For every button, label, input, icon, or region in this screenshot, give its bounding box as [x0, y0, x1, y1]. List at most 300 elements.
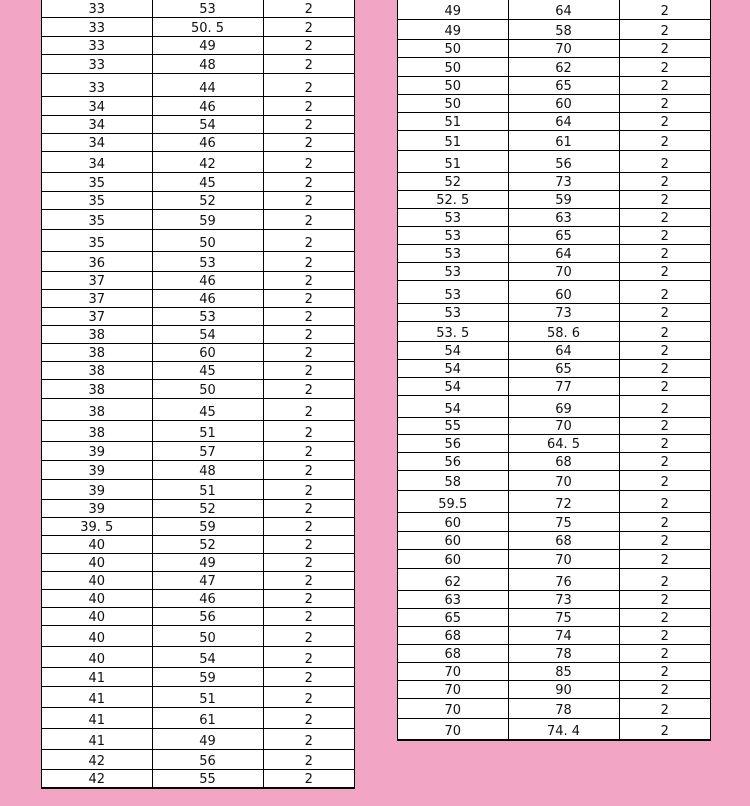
table-cell: 54 — [398, 395, 508, 417]
right-table-body — [398, 0, 710, 739]
table-cell: 52 — [152, 191, 263, 209]
table-row — [398, 608, 710, 626]
table-cell: 50. 5 — [152, 17, 263, 36]
table-cell: 2 — [263, 535, 354, 553]
table-cell: 58. 6 — [508, 321, 619, 341]
table-row — [398, 680, 710, 698]
table-row — [398, 226, 710, 244]
table-cell: 2 — [619, 490, 710, 512]
table-cell: 41 — [42, 707, 152, 728]
table-cell: 51 — [398, 150, 508, 172]
table-cell: 39 — [42, 441, 152, 460]
table-cell: 46 — [152, 271, 263, 289]
table-cell: 2 — [619, 417, 710, 434]
table-cell: 53 — [152, 0, 263, 17]
table-cell: 85 — [508, 662, 619, 680]
table-cell: 54 — [398, 377, 508, 395]
table-cell: 60 — [398, 512, 508, 531]
table-cell: 2 — [619, 434, 710, 452]
table-cell: 2 — [263, 0, 354, 17]
table-cell: 2 — [619, 130, 710, 150]
table-cell: 2 — [619, 590, 710, 608]
table-cell: 60 — [398, 549, 508, 568]
table-cell: 75 — [508, 608, 619, 626]
table-cell: 49 — [152, 36, 263, 54]
table-row — [398, 190, 710, 208]
table-cell: 2 — [263, 133, 354, 151]
table-cell: 53 — [398, 208, 508, 226]
table-row — [42, 571, 354, 589]
table-cell: 49 — [398, 0, 508, 19]
table-cell: 56 — [152, 749, 263, 769]
left-table-body — [42, 0, 354, 787]
table-row — [42, 172, 354, 191]
table-cell: 2 — [263, 571, 354, 589]
table-row — [42, 667, 354, 686]
table-cell: 37 — [42, 271, 152, 289]
table-cell: 50 — [398, 76, 508, 94]
table-cell: 61 — [508, 130, 619, 150]
table-cell: 65 — [508, 226, 619, 244]
table-cell: 2 — [263, 251, 354, 271]
table-cell: 69 — [508, 395, 619, 417]
right-data-table — [397, 0, 711, 741]
table-cell: 64 — [508, 244, 619, 262]
table-cell: 2 — [619, 19, 710, 39]
table-cell: 33 — [42, 0, 152, 17]
table-cell: 70 — [398, 718, 508, 739]
table-row — [42, 460, 354, 479]
table-cell: 33 — [42, 17, 152, 36]
table-row — [398, 341, 710, 359]
table-row — [398, 531, 710, 549]
table-cell: 70 — [398, 680, 508, 698]
table-row — [42, 96, 354, 115]
table-cell: 62 — [398, 568, 508, 590]
table-cell: 37 — [42, 289, 152, 307]
table-cell: 2 — [263, 325, 354, 343]
table-cell: 2 — [619, 262, 710, 280]
table-cell: 59 — [508, 190, 619, 208]
table-cell: 54 — [152, 325, 263, 343]
table-cell: 68 — [398, 626, 508, 644]
table-cell: 2 — [619, 0, 710, 19]
table-cell: 2 — [263, 17, 354, 36]
table-cell: 2 — [619, 549, 710, 568]
table-cell: 51 — [152, 479, 263, 499]
table-cell: 46 — [152, 589, 263, 607]
table-cell: 2 — [263, 289, 354, 307]
table-row — [398, 626, 710, 644]
table-row — [42, 646, 354, 667]
table-cell: 2 — [263, 607, 354, 625]
table-cell: 41 — [42, 728, 152, 749]
table-cell: 68 — [398, 644, 508, 662]
table-cell: 40 — [42, 625, 152, 646]
table-row — [42, 191, 354, 209]
table-cell: 2 — [263, 151, 354, 172]
table-row — [398, 39, 710, 57]
table-cell: 77 — [508, 377, 619, 395]
table-cell: 45 — [152, 398, 263, 420]
table-cell: 72 — [508, 490, 619, 512]
table-cell: 2 — [619, 94, 710, 112]
table-row — [398, 208, 710, 226]
table-cell: 2 — [263, 54, 354, 73]
table-cell: 46 — [152, 133, 263, 151]
table-cell: 75 — [508, 512, 619, 531]
table-row — [42, 271, 354, 289]
table-row — [42, 209, 354, 229]
table-cell: 2 — [263, 479, 354, 499]
table-cell: 42 — [42, 749, 152, 769]
table-cell: 70 — [398, 662, 508, 680]
table-cell: 52 — [398, 172, 508, 190]
table-cell: 37 — [42, 307, 152, 325]
table-row — [398, 321, 710, 341]
table-row — [42, 17, 354, 36]
table-row — [42, 499, 354, 517]
table-row — [42, 289, 354, 307]
left-data-table — [41, 0, 355, 789]
table-cell: 2 — [263, 728, 354, 749]
table-cell: 50 — [152, 625, 263, 646]
table-cell: 55 — [398, 417, 508, 434]
table-cell: 2 — [263, 115, 354, 133]
table-cell: 56 — [152, 607, 263, 625]
table-cell: 2 — [619, 226, 710, 244]
table-row — [42, 749, 354, 769]
table-cell: 50 — [398, 57, 508, 76]
table-cell: 2 — [263, 307, 354, 325]
table-cell: 50 — [152, 229, 263, 251]
table-cell: 40 — [42, 535, 152, 553]
table-cell: 2 — [263, 420, 354, 441]
table-row — [42, 0, 354, 17]
table-row — [42, 769, 354, 787]
table-row — [398, 262, 710, 280]
table-cell: 39 — [42, 460, 152, 479]
table-row — [398, 244, 710, 262]
table-cell: 2 — [263, 73, 354, 96]
table-cell: 59 — [152, 209, 263, 229]
table-cell: 2 — [263, 769, 354, 787]
table-cell: 2 — [263, 379, 354, 398]
table-cell: 60 — [398, 531, 508, 549]
table-cell: 63 — [508, 208, 619, 226]
table-cell: 2 — [619, 512, 710, 531]
table-cell: 2 — [263, 229, 354, 251]
table-cell: 2 — [619, 608, 710, 626]
table-cell: 64 — [508, 341, 619, 359]
table-cell: 56 — [508, 150, 619, 172]
table-row — [42, 379, 354, 398]
table-cell: 45 — [152, 172, 263, 191]
table-cell: 2 — [263, 96, 354, 115]
table-cell: 53 — [152, 307, 263, 325]
table-cell: 2 — [263, 172, 354, 191]
table-row — [398, 377, 710, 395]
table-row — [42, 54, 354, 73]
table-cell: 54 — [152, 646, 263, 667]
table-cell: 2 — [619, 359, 710, 377]
table-cell: 55 — [152, 769, 263, 787]
table-cell: 59 — [152, 517, 263, 535]
table-cell: 40 — [42, 553, 152, 571]
table-cell: 44 — [152, 73, 263, 96]
table-row — [398, 0, 710, 19]
table-row — [42, 420, 354, 441]
table-row — [42, 73, 354, 96]
table-cell: 63 — [398, 590, 508, 608]
table-cell: 60 — [508, 94, 619, 112]
table-row — [42, 553, 354, 571]
table-cell: 38 — [42, 398, 152, 420]
table-cell: 2 — [619, 172, 710, 190]
table-cell: 2 — [619, 698, 710, 718]
table-cell: 74 — [508, 626, 619, 644]
table-row — [42, 343, 354, 361]
table-cell: 2 — [263, 343, 354, 361]
table-cell: 2 — [263, 749, 354, 769]
table-cell: 70 — [398, 698, 508, 718]
table-cell: 38 — [42, 379, 152, 398]
table-cell: 39 — [42, 499, 152, 517]
table-cell: 2 — [619, 321, 710, 341]
table-row — [398, 434, 710, 452]
table-cell: 48 — [152, 460, 263, 479]
table-cell: 53 — [398, 262, 508, 280]
table-row — [398, 94, 710, 112]
table-row — [398, 130, 710, 150]
table-cell: 65 — [508, 359, 619, 377]
table-cell: 45 — [152, 361, 263, 379]
table-cell: 2 — [263, 191, 354, 209]
table-cell: 33 — [42, 54, 152, 73]
table-cell: 2 — [619, 303, 710, 321]
table-row — [398, 19, 710, 39]
table-cell: 2 — [619, 452, 710, 470]
table-cell: 54 — [398, 341, 508, 359]
table-cell: 57 — [152, 441, 263, 460]
table-row — [42, 607, 354, 625]
table-cell: 2 — [263, 625, 354, 646]
table-row — [398, 395, 710, 417]
table-cell: 53. 5 — [398, 321, 508, 341]
table-cell: 54 — [152, 115, 263, 133]
table-cell: 34 — [42, 96, 152, 115]
table-cell: 38 — [42, 361, 152, 379]
table-cell: 40 — [42, 589, 152, 607]
table-cell: 60 — [508, 280, 619, 303]
table-cell: 68 — [508, 452, 619, 470]
table-cell: 35 — [42, 229, 152, 251]
table-row — [42, 479, 354, 499]
table-cell: 70 — [508, 417, 619, 434]
table-cell: 35 — [42, 191, 152, 209]
table-row — [398, 698, 710, 718]
table-row — [398, 303, 710, 321]
table-cell: 78 — [508, 698, 619, 718]
table-cell: 2 — [263, 209, 354, 229]
table-row — [398, 718, 710, 739]
table-cell: 58 — [508, 19, 619, 39]
table-cell: 59 — [152, 667, 263, 686]
table-row — [42, 517, 354, 535]
table-cell: 2 — [619, 76, 710, 94]
table-row — [398, 150, 710, 172]
table-row — [42, 151, 354, 172]
table-cell: 2 — [263, 361, 354, 379]
table-row — [398, 452, 710, 470]
table-cell: 2 — [263, 553, 354, 571]
table-row — [398, 57, 710, 76]
table-cell: 73 — [508, 172, 619, 190]
table-cell: 53 — [152, 251, 263, 271]
table-cell: 51 — [152, 686, 263, 707]
table-cell: 42 — [42, 769, 152, 787]
table-cell: 70 — [508, 549, 619, 568]
table-row — [398, 76, 710, 94]
table-cell: 59.5 — [398, 490, 508, 512]
table-cell: 54 — [398, 359, 508, 377]
table-row — [398, 417, 710, 434]
table-cell: 90 — [508, 680, 619, 698]
table-cell: 2 — [263, 686, 354, 707]
table-cell: 50 — [398, 39, 508, 57]
table-cell: 2 — [619, 190, 710, 208]
table-cell: 2 — [619, 531, 710, 549]
table-cell: 2 — [263, 271, 354, 289]
table-row — [42, 535, 354, 553]
table-cell: 2 — [619, 644, 710, 662]
table-row — [42, 441, 354, 460]
table-row — [398, 112, 710, 130]
table-row — [398, 662, 710, 680]
table-cell: 2 — [263, 36, 354, 54]
table-cell: 48 — [152, 54, 263, 73]
table-cell: 2 — [619, 662, 710, 680]
table-cell: 2 — [619, 57, 710, 76]
table-cell: 53 — [398, 244, 508, 262]
table-cell: 39. 5 — [42, 517, 152, 535]
table-cell: 49 — [152, 728, 263, 749]
table-cell: 47 — [152, 571, 263, 589]
table-cell: 52. 5 — [398, 190, 508, 208]
table-cell: 52 — [152, 535, 263, 553]
table-cell: 56 — [398, 452, 508, 470]
table-row — [398, 359, 710, 377]
table-row — [42, 307, 354, 325]
table-cell: 2 — [263, 667, 354, 686]
table-cell: 76 — [508, 568, 619, 590]
table-cell: 38 — [42, 343, 152, 361]
table-row — [398, 512, 710, 531]
table-cell: 78 — [508, 644, 619, 662]
table-cell: 2 — [619, 626, 710, 644]
table-cell: 2 — [619, 244, 710, 262]
table-cell: 2 — [263, 398, 354, 420]
table-cell: 34 — [42, 133, 152, 151]
table-cell: 61 — [152, 707, 263, 728]
table-row — [42, 229, 354, 251]
table-row — [42, 686, 354, 707]
table-cell: 42 — [152, 151, 263, 172]
table-cell: 35 — [42, 172, 152, 191]
table-cell: 40 — [42, 607, 152, 625]
table-row — [42, 325, 354, 343]
table-cell: 2 — [263, 707, 354, 728]
table-cell: 39 — [42, 479, 152, 499]
table-cell: 2 — [619, 341, 710, 359]
table-cell: 51 — [152, 420, 263, 441]
table-cell: 73 — [508, 303, 619, 321]
table-cell: 53 — [398, 226, 508, 244]
table-cell: 64. 5 — [508, 434, 619, 452]
table-row — [398, 644, 710, 662]
table-cell: 2 — [263, 499, 354, 517]
table-cell: 2 — [619, 280, 710, 303]
table-cell: 2 — [263, 646, 354, 667]
table-cell: 40 — [42, 646, 152, 667]
table-cell: 36 — [42, 251, 152, 271]
table-cell: 49 — [398, 19, 508, 39]
table-row — [398, 590, 710, 608]
table-row — [42, 625, 354, 646]
table-cell: 46 — [152, 96, 263, 115]
table-cell: 56 — [398, 434, 508, 452]
table-cell: 41 — [42, 667, 152, 686]
table-cell: 51 — [398, 112, 508, 130]
table-cell: 53 — [398, 303, 508, 321]
table-row — [42, 36, 354, 54]
table-row — [398, 470, 710, 490]
table-cell: 50 — [398, 94, 508, 112]
table-cell: 2 — [619, 718, 710, 739]
table-row — [398, 172, 710, 190]
table-cell: 51 — [398, 130, 508, 150]
table-cell: 38 — [42, 420, 152, 441]
table-cell: 2 — [619, 208, 710, 226]
table-row — [398, 568, 710, 590]
table-cell: 41 — [42, 686, 152, 707]
table-cell: 2 — [263, 441, 354, 460]
table-cell: 73 — [508, 590, 619, 608]
table-cell: 65 — [508, 76, 619, 94]
table-cell: 2 — [619, 470, 710, 490]
table-cell: 34 — [42, 115, 152, 133]
table-cell: 64 — [508, 0, 619, 19]
table-row — [42, 251, 354, 271]
table-cell: 2 — [619, 680, 710, 698]
table-cell: 70 — [508, 262, 619, 280]
table-cell: 46 — [152, 289, 263, 307]
table-cell: 49 — [152, 553, 263, 571]
table-row — [42, 707, 354, 728]
table-cell: 2 — [619, 377, 710, 395]
table-cell: 33 — [42, 36, 152, 54]
table-cell: 68 — [508, 531, 619, 549]
table-row — [42, 361, 354, 379]
table-cell: 60 — [152, 343, 263, 361]
table-cell: 35 — [42, 209, 152, 229]
table-cell: 53 — [398, 280, 508, 303]
table-cell: 2 — [619, 395, 710, 417]
table-cell: 2 — [619, 39, 710, 57]
table-cell: 38 — [42, 325, 152, 343]
table-cell: 70 — [508, 470, 619, 490]
table-cell: 65 — [398, 608, 508, 626]
